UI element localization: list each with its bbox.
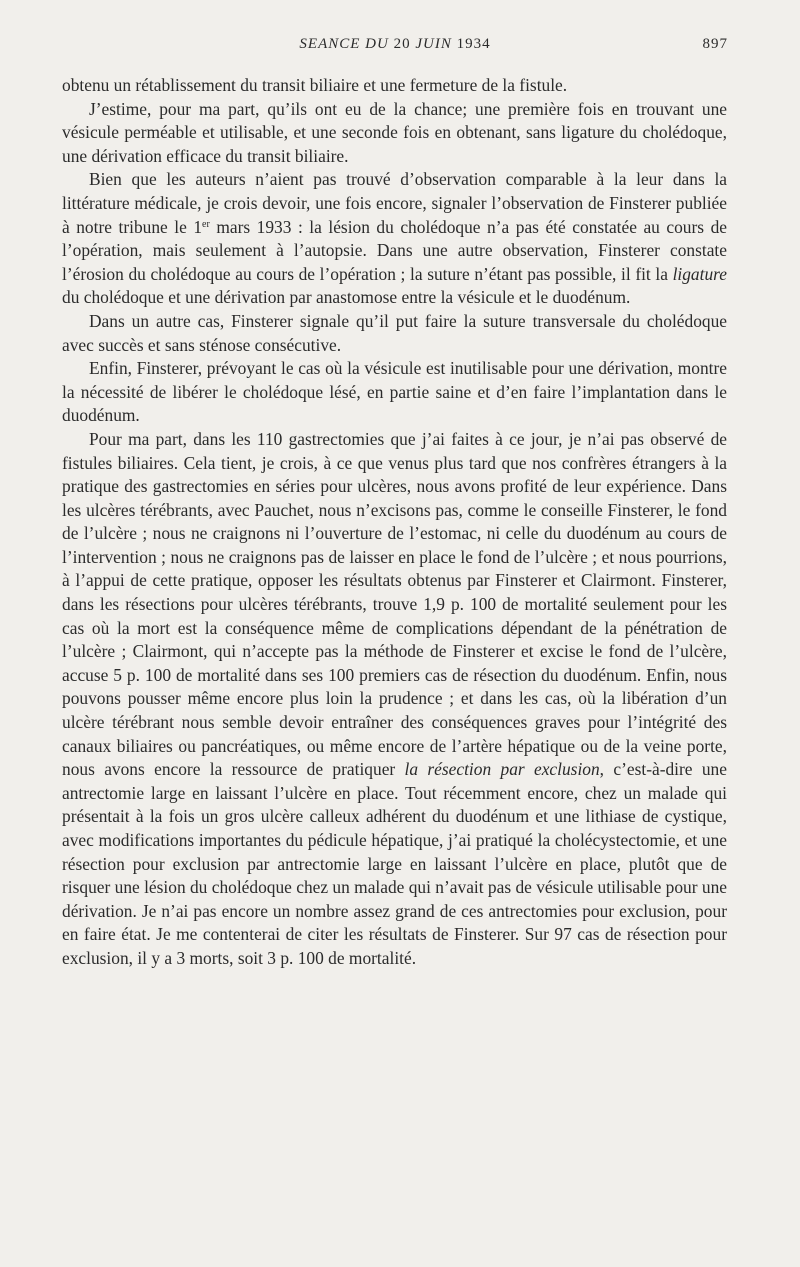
paragraph-3-part-c: du cholédoque et une dérivation par anastomose entre la vésicule et le duodénum.	[62, 287, 631, 308]
paragraph-6-part-b: , c’est-à-dire une antrectomie large en laissant l’ulcère en place. Tout récemment encore, chez un malade qui présentait à la fois un gros ulcère calleux adhérent du duodénum et une lithiase de cystique, avec modifications importantes du pédicule hépatique, j’ai pratiqué la cholécystectomie, et une résection pour exclusion par antrectomie large en laissant l’ulcère en place, plutôt que de risquer une lésion du cholédoque chez un malade qui n’avait pas de vésicule utilisable pour une dérivation. Je n’ai pas encore un nombre assez grand de ces antrectomies pour exclusion, pour en faire état. Je me contenterai de citer les résultats de Finsterer. Sur 97 cas de résection pour exclusion, il y a 3 morts, soit 3 p. 100 de mortalité.	[62, 759, 727, 968]
paragraph-3-part-b: mars 1933 : la lésion du cholédoque n’a pas été constatée au cours de l’opération, mais seulement à l’autopsie. Dans une autre observation, Finsterer constate l’érosion du cholédoque au cours de l’opération ; la suture n’étant pas possible, il fit la	[62, 216, 727, 284]
paragraph-3-part-a: Bien que les auteurs n’aient pas trouvé d’observation comparable à la leur dans la littérature médicale, je crois devoir, une fois encore, signaler l’observation de Finsterer publiée à notre tribune le 1	[62, 169, 727, 237]
ordinal-superscript: er	[202, 218, 210, 230]
header-year: 1934	[456, 36, 491, 52]
paragraph-5: Enfin, Finsterer, prévoyant le cas où la vésicule est inutilisable pour une dérivation, montre la nécessité de libérer le cholédoque lésé, en partie saine et d’en faire l’implantation dans le duodénum.	[62, 358, 727, 426]
header-title-prefix: SEANCE DU	[299, 36, 394, 52]
italic-resection-par-exclusion: la résection par exclusion	[404, 759, 600, 780]
italic-ligature: ligature	[672, 263, 727, 284]
paragraph-4: Dans un autre cas, Finsterer signale qu’il put faire la suture transversale du cholédoque avec succès et sans sténose consécutive.	[62, 310, 727, 355]
running-header	[62, 36, 728, 58]
header-month: JUIN	[410, 36, 457, 52]
paragraph-1: obtenu un rétablissement du transit biliaire et une fermeture de la fistule.	[62, 75, 568, 95]
body-text	[62, 74, 727, 971]
page-number: 897	[702, 36, 728, 52]
header-title	[62, 36, 728, 53]
paragraph-6	[62, 428, 727, 971]
header-day: 20	[393, 36, 411, 52]
paragraph-3	[62, 168, 727, 310]
paragraph-6-part-a: Pour ma part, dans les 110 gastrectomies que j’ai faites à ce jour, je n’ai pas observé de fistules biliaires. Cela tient, je crois, à ce que venus plus tard que nos confrères étrangers à la pratique des gastrectomies en séries pour ulcères, nous avons profité de leur expérience. Dans les ulcères térébrants, avec Pauchet, nous n’excisons pas, comme le conseille Finsterer, le fond de l’ulcère ; nous ne craignons ni l’ouverture de l’estomac, ni celle du duodénum au cours de l’intervention ; nous ne craignons pas de laisser en place le fond de l’ulcère ; et nous pourrions, à l’appui de cette pratique, opposer les résultats obtenus par Finsterer et Clairmont. Finsterer, dans les résections pour ulcères térébrants, trouve 1,9 p. 100 de mortalité seulement pour les cas où la mort est la conséquence même de complications dépendant de la pénétration de l’ulcère ; Clairmont, qui n’accepte pas la méthode de Finsterer et excise le fond de l’ulcère, accuse 5 p. 100 de mortalité dans ses 100 premiers cas de résection du duodénum. Enfin, nous pouvons pousser même encore plus loin la prudence ; et dans les cas, où la libération d’un ulcère térébrant nous semble devoir entraîner des conséquences graves pour l’intégrité des canaux biliaires ou pancréatiques, ou même encore de l’artère hépatique ou de la veine porte, nous avons encore la ressource de pratiquer	[62, 428, 727, 780]
paragraph-2: J’estime, pour ma part, qu’ils ont eu de la chance; une première fois en trouvant une vésicule perméable et utilisable, et une seconde fois en obtenant, sans ligature du cholédoque, une dérivation efficace du transit biliaire.	[62, 98, 727, 166]
